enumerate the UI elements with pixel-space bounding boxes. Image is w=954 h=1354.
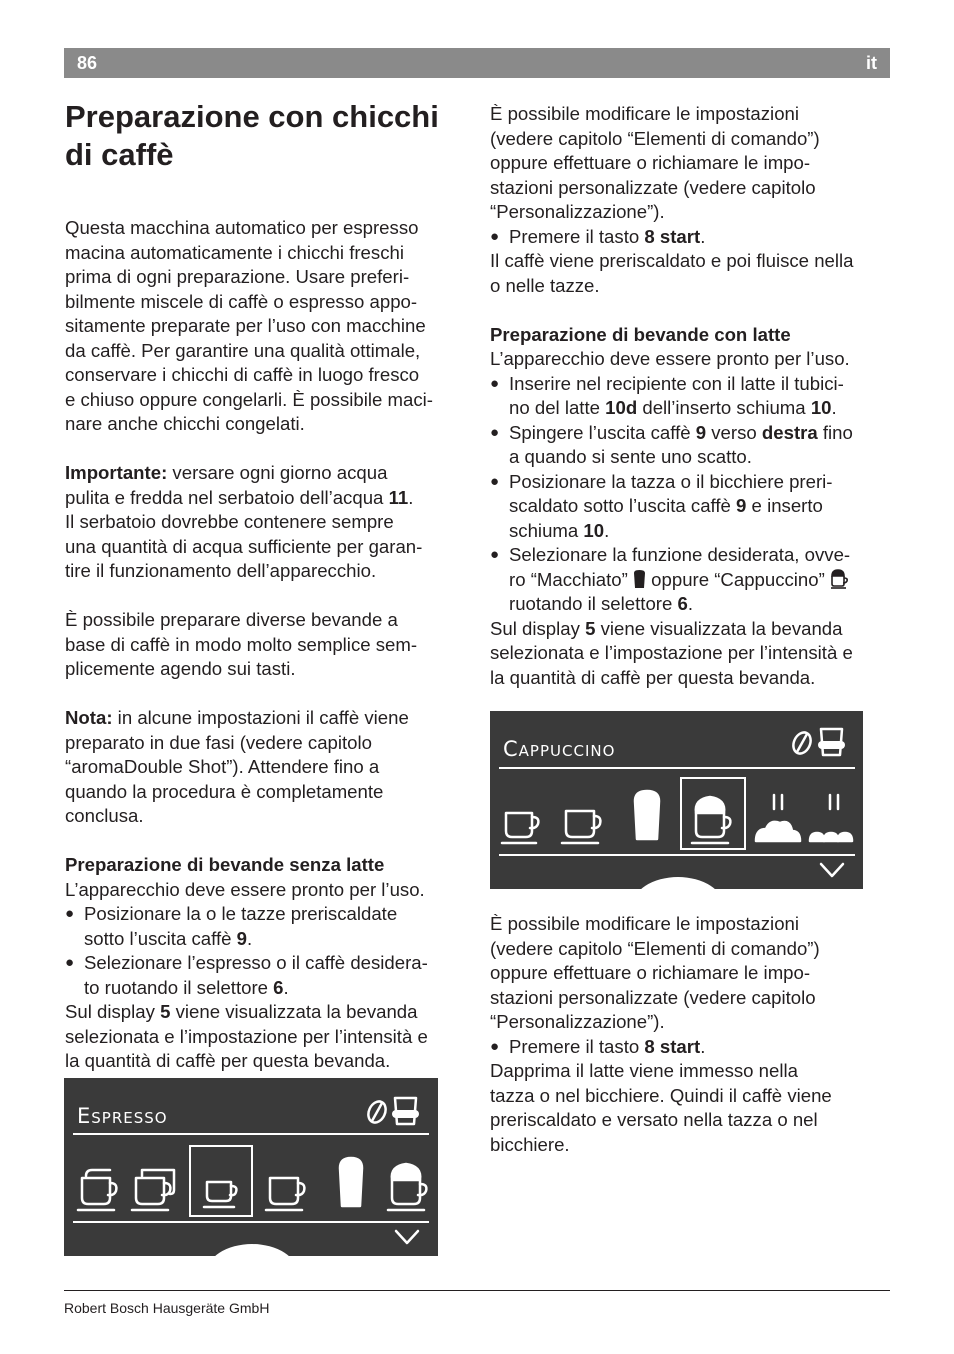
bean-icon <box>790 730 814 757</box>
list-item: ● Premere il tasto 8 start. <box>490 1035 892 1060</box>
cup-icon <box>562 811 600 843</box>
page-header-bar <box>64 48 890 78</box>
footer-divider <box>64 1290 890 1291</box>
possible-paragraph: È possibile preparare diverse bevande a base di caffè in modo molto semplice sem- plicemente agendo sui tasti. <box>65 609 418 679</box>
final-paragraph: Dapprima il latte viene immesso nella tazza o nel bicchiere. Quindi il caffè viene preriscaldato e versato nella tazza o nel bicchiere. <box>490 1060 832 1155</box>
cup-icon <box>78 1170 116 1210</box>
steps-no-milk <box>65 902 467 1000</box>
display-paragraph: Sul display 5 viene visualizzata la bevanda selezionata e l’impostazione per l’intensità e la quantità di caffè per questa bevanda. <box>490 617 853 688</box>
right-column <box>490 102 892 690</box>
chevron-down-icon <box>821 864 843 876</box>
espresso-display <box>64 1078 438 1256</box>
list-item: ● Selezionare l’espresso o il caffè desidera- to ruotando il selettore 6. <box>65 951 467 1000</box>
footer-company: Robert Bosch Hausgeräte GmbH <box>64 1300 270 1316</box>
flow-paragraph: Il caffè viene preriscaldato e poi fluisce nella o nelle tazze. <box>490 250 854 296</box>
milk-foam-double-icon <box>810 795 852 841</box>
list-item: ● Posizionare la tazza o il bicchiere preri- scaldato sotto l’uscita caffè 9 e inserto schiuma 10. <box>490 470 892 544</box>
list-item: ● Spingere l’uscita caffè 9 verso destra fino a quando si sente uno scatto. <box>490 421 892 470</box>
page-title: Preparazione con chicchi di caffè <box>65 99 439 172</box>
press-start-step <box>490 225 892 250</box>
intro-paragraph: Questa macchina automatico per espresso macina automaticamente i chicchi freschi prima di ogni preparazione. Usare preferi- bilmente miscele di caffè o espresso appo- sitamente preparate per l’uso con macchine da caffè. Per garantire una qualità ottimale, conservare i chicchi di caffè in luogo fresco e chiuso oppure congelarli. È possibile maci- nare anche chicchi congelati. <box>65 217 433 434</box>
settings-paragraph: È possibile modificare le impostazioni (vedere capitolo “Elementi di comando”) oppure effettuare o richiamare le impo- stazioni personalizzate (vedere capitolo “Personalizzazione”). <box>490 913 820 1032</box>
glass-icon <box>821 729 842 755</box>
steps-milk <box>490 372 892 617</box>
ready-text: L’apparecchio deve essere pronto per l’uso. <box>65 878 425 900</box>
display-title: Espresso <box>77 1104 168 1128</box>
macchiato-glass-icon <box>340 1158 362 1206</box>
glass-icon <box>395 1098 416 1124</box>
milk-foam-icon <box>756 795 800 841</box>
list-item: ● Selezionare la funzione desiderata, ovve- ro “Macchiato” oppure “Cappuccino” ruotando il selettore 6. <box>490 543 892 617</box>
cappuccino-cup-icon <box>388 1164 426 1210</box>
list-item: ● Posizionare la o le tazze preriscaldate sotto l’uscita caffè 9. <box>65 902 467 951</box>
display-paragraph: Sul display 5 viene visualizzata la bevanda selezionata e l’impostazione per l’intensità e la quantità di caffè per questa bevanda. <box>65 1001 428 1071</box>
macchiato-glass-icon <box>633 569 646 589</box>
cup-icon <box>502 813 538 843</box>
ready-text: L’apparecchio deve essere pronto per l’uso. <box>490 348 850 369</box>
cappuccino-display <box>490 711 863 889</box>
chevron-down-icon <box>396 1231 418 1243</box>
cappuccino-cup-icon <box>692 797 730 843</box>
display-title: Cappuccino <box>503 737 616 761</box>
list-item: ● Inserire nel recipiente con il latte il tubici- no del latte 10d dell’inserto schiuma 10. <box>490 372 892 421</box>
press-start-step <box>490 1035 892 1060</box>
list-item: ● Premere il tasto 8 start. <box>490 225 892 250</box>
note-paragraph: Nota: in alcune impostazioni il caffè viene preparato in due fasi (vedere capitolo “aromaDouble Shot”). Attendere fino a quando la procedura è completamente conclusa. <box>65 707 409 826</box>
important-paragraph: Importante: versare ogni giorno acqua pulita e fredda nel serbatoio dell’acqua 11. Il serbatoio dovrebbe contenere sempre una quantità di acqua sufficiente per garan- tire il funzionamento dell’apparecchio. <box>65 462 423 581</box>
section-heading-no-milk: Preparazione di bevande senza latte <box>65 854 385 875</box>
left-column <box>65 98 467 1074</box>
section-heading-milk: Preparazione di bevande con latte <box>490 323 791 345</box>
cappuccino-cup-icon <box>830 569 850 589</box>
double-cup-icon <box>132 1170 174 1210</box>
settings-paragraph: È possibile modificare le impostazioni (vedere capitolo “Elementi di comando”) oppure effettuare o richiamare le impo- stazioni personalizzate (vedere capitolo “Personalizzazione”). <box>490 103 820 222</box>
small-cup-icon <box>204 1182 236 1207</box>
bean-icon <box>365 1099 389 1126</box>
cup-icon <box>266 1178 304 1210</box>
macchiato-glass-icon <box>635 791 659 839</box>
language-code: it <box>866 53 877 73</box>
page-number: 86 <box>77 53 98 73</box>
right-column-lower <box>490 912 892 1157</box>
